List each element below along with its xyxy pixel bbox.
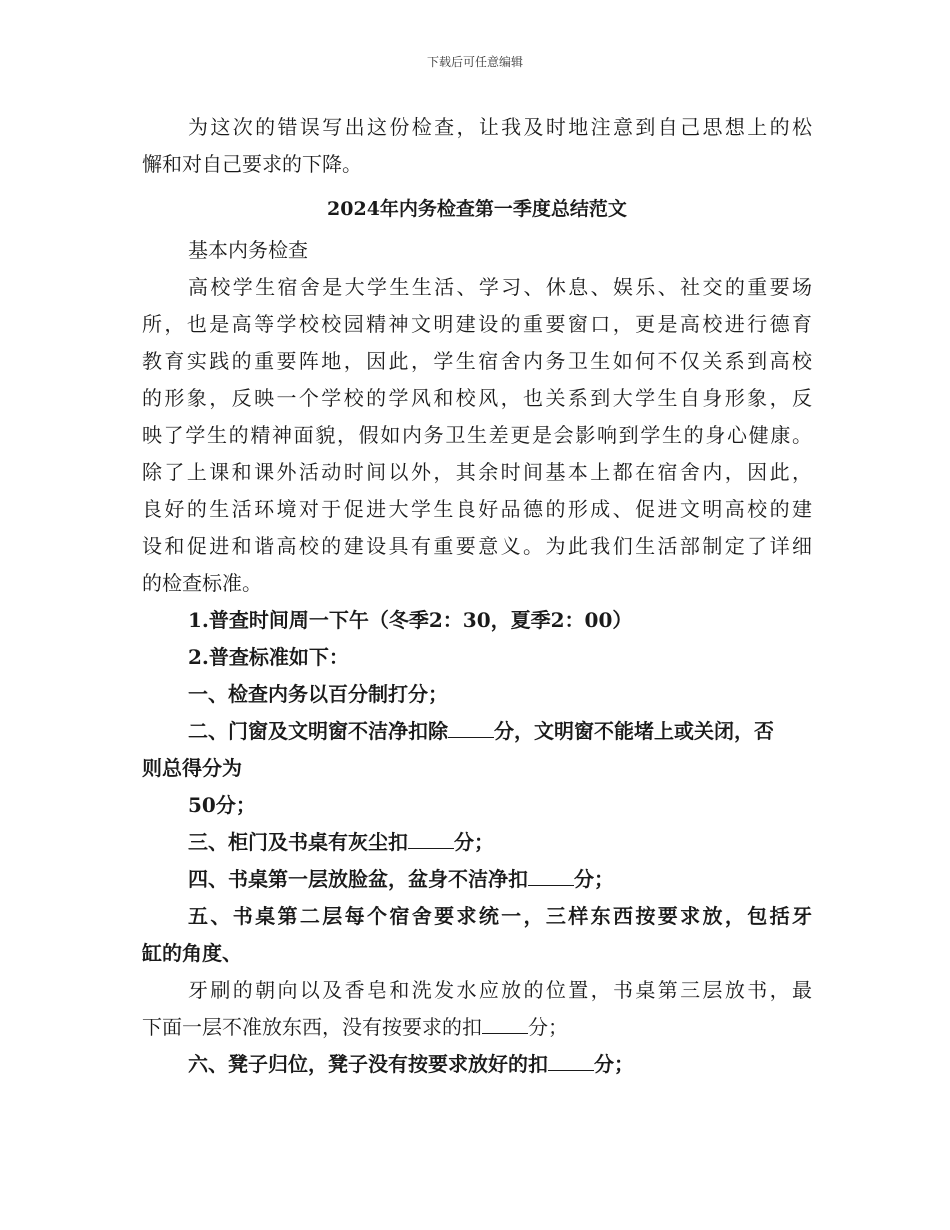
document-title: 2024年内务检查第一季度总结范文 xyxy=(327,198,627,220)
rule-6-text-a: 六、凳子归位，凳子没有按要求放好的扣 xyxy=(188,1052,548,1076)
rule-6-text-b: 分； xyxy=(594,1052,634,1076)
rule-5-text-d1: 下面一层不准放东西，没有按要求的扣 xyxy=(142,1015,482,1039)
rule-5-line-4 xyxy=(142,1009,812,1046)
fill-blank xyxy=(448,719,494,738)
item-1: 1.普查时间周一下午（冬季2：30，夏季2：00） xyxy=(188,608,633,632)
rule-5-line-2: 缸的角度、 xyxy=(142,941,242,965)
rule-6 xyxy=(142,1046,812,1083)
rule-4-text-b: 分； xyxy=(574,867,614,891)
rule-4-text-a: 四、书桌第一层放脸盆，盆身不洁净扣 xyxy=(188,867,528,891)
rule-2-text-a: 二、门窗及文明窗不洁净扣除 xyxy=(188,719,448,743)
fill-blank xyxy=(482,1015,528,1034)
rule-1: 一、检查内务以百分制打分； xyxy=(188,682,448,706)
item-2: 2.普查标准如下： xyxy=(188,645,349,669)
rule-5-line-1: 五、书桌第二层每个宿舍要求统一，三样东西按要求放，包括牙 xyxy=(188,904,812,928)
rule-3-text-b: 分； xyxy=(454,830,494,854)
rule-3 xyxy=(142,824,812,861)
body-line-5: 映了学生的精神面貌，假如内务卫生差更是会影响到学生的身心健康。 xyxy=(142,423,812,447)
body-line-8: 设和促进和谐高校的建设具有重要意义。为此我们生活部制定了详细 xyxy=(142,534,812,558)
subheading: 基本内务检查 xyxy=(188,238,308,262)
body-line-4: 的形象，反映一个学校的学风和校风，也关系到大学生自身形象，反 xyxy=(142,386,812,410)
rule-2-text-b: 分，文明窗不能堵上或关闭，否 xyxy=(494,719,774,743)
intro-line-2: 懈和对自己要求的下降。 xyxy=(142,152,362,176)
fill-blank xyxy=(548,1052,594,1071)
body-line-1: 高校学生宿舍是大学生生活、学习、休息、娱乐、社交的重要场 xyxy=(188,275,812,299)
body-line-6: 除了上课和课外活动时间以外，其余时间基本上都在宿舍内，因此， xyxy=(142,460,812,484)
rule-5-line-3: 牙刷的朝向以及香皂和洗发水应放的位置，书桌第三层放书，最 xyxy=(188,978,812,1002)
intro-line-1: 为这次的错误写出这份检查，让我及时地注意到自己思想上的松 xyxy=(188,115,812,139)
rule-2-line-3: 50分； xyxy=(188,793,256,817)
document-body xyxy=(142,109,812,1083)
rule-3-text-a: 三、柜门及书桌有灰尘扣 xyxy=(188,830,408,854)
fill-blank xyxy=(528,867,574,886)
body-line-2: 所，也是高等学校校园精神文明建设的重要窗口，更是高校进行德育 xyxy=(142,312,812,336)
rule-4 xyxy=(142,861,812,898)
page-header: 下载后可任意编辑 xyxy=(426,55,523,69)
body-line-7: 良好的生活环境对于促进大学生良好品德的形成、促进文明高校的建 xyxy=(142,497,812,521)
rule-2-line-2: 则总得分为 xyxy=(142,756,242,780)
rule-5-text-d2: 分； xyxy=(528,1015,568,1039)
fill-blank xyxy=(408,830,454,849)
rule-2-line-1 xyxy=(142,713,812,750)
body-line-9: 的检查标准。 xyxy=(142,571,262,595)
body-line-3: 教育实践的重要阵地，因此，学生宿舍内务卫生如何不仅关系到高校 xyxy=(142,349,812,373)
